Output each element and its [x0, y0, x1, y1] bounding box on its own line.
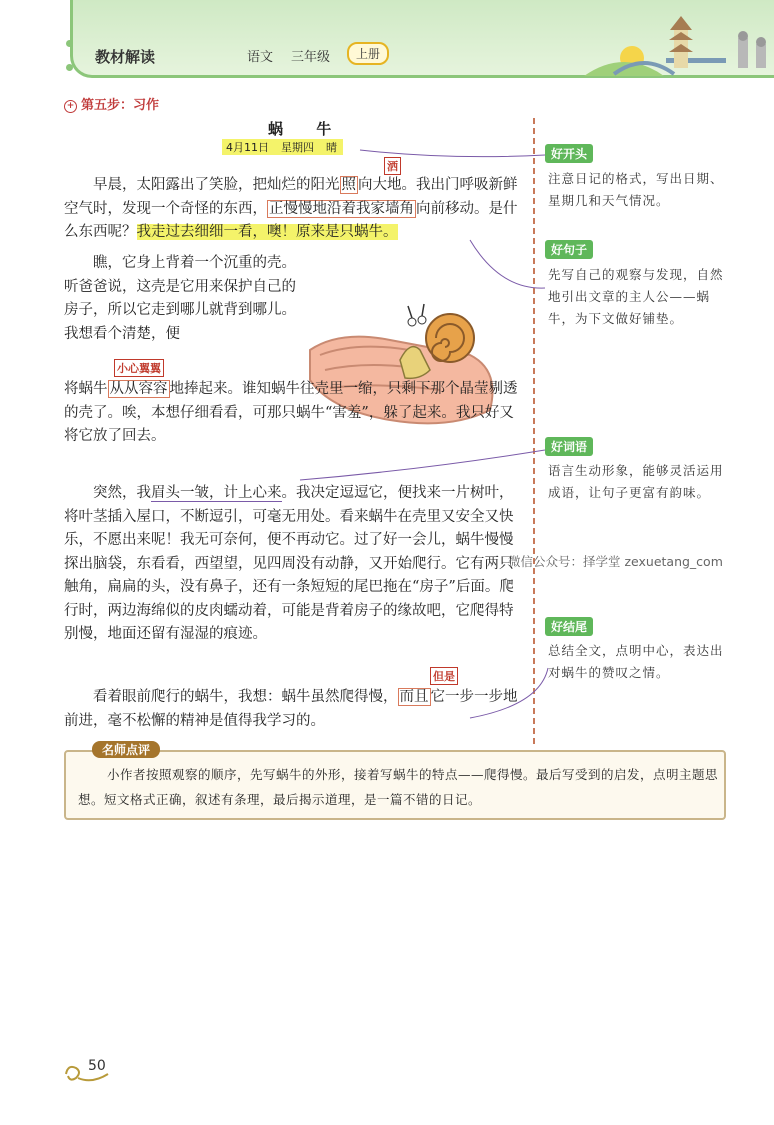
pagoda-bridge-illustration: [524, 8, 774, 76]
side-note-good-words: 语言生动形象，能够灵活运用成语，让句子更富有韵味。: [548, 463, 724, 500]
teacher-comment-tag: 名师点评: [92, 741, 160, 758]
column-divider: [533, 118, 535, 744]
marked-word-erqie: 而且: [399, 689, 429, 705]
side-label-good-ending: 好结尾: [545, 617, 593, 636]
side-note-good-sentence: 先写自己的观察与发现，自然地引出文章的主人公——蜗牛，为下文做好铺垫。: [548, 267, 724, 326]
plus-circle-icon: +: [64, 100, 77, 113]
page-header: [70, 0, 774, 78]
side-note-good-opening: 注意日记的格式，写出日期、星期几和天气情况。: [548, 171, 724, 208]
side-label-good-opening: 好开头: [545, 144, 593, 163]
side-label-good-sentence: 好句子: [545, 240, 593, 259]
watermark: 微信公众号：择学堂 zexuetang_com: [508, 554, 723, 569]
highlight-sentence: 我走过去细细一看，噢！原来是只蜗牛。: [136, 224, 398, 240]
essay-title: 蜗 牛: [268, 120, 346, 138]
correction-careful: 小心翼翼: [114, 359, 164, 377]
marked-word-zhao: 照: [341, 177, 356, 193]
correction-sa: 洒: [384, 157, 401, 175]
paragraph-4: 突然，我眉头一皱，计上心来。我决定逗逗它，便找来一片树叶，将叶茎插入屋口，不断逗引，可毫无用处。看来蜗牛在壳里又安全又快乐，不愿出来呢！我无可奈何，便不再动它。过了好一会儿，蜗牛慢慢探出脑袋，东看看，西望望，见四周没有动静，又开始爬行。它有两只触角，扁扁的头，没有鼻子，还有一条短短的尾巴拖在“房子”后面。爬行时，两边海绵似的皮肉蠕动着，可能是背着房子的缘故吧，它爬得特别慢，地面还留有湿湿的痕迹。: [64, 485, 514, 642]
paragraph-1: 早晨，太阳露出了笑脸，把灿烂的阳光 照 向大地。我出门呼吸新鲜空气时，发现一个奇怪的东西， 正慢慢地沿着我家墙角 向前移动。是什么东西呢？我走过去细细一看，噢！原来是只蜗牛。: [64, 177, 518, 240]
essay-date-line: [222, 139, 343, 155]
paragraph-2: 瞧，它身上背着一个沉重的壳。听爸爸说，这壳是它用来保护自己的房子，所以它走到哪儿就背到哪儿。我想看个清楚，便: [64, 255, 296, 342]
side-label-good-words: 好词语: [545, 437, 593, 456]
volume-badge: 上册: [347, 42, 389, 65]
header-dot: [66, 40, 73, 47]
marked-word-congrong: 从从容容: [109, 381, 168, 397]
essay-date: 4月11日: [226, 141, 269, 154]
correction-but: 但是: [430, 667, 458, 685]
subject-label: 语文: [247, 50, 274, 65]
step-heading: + 第五步：习作: [64, 94, 159, 113]
page-number: 50: [88, 1058, 106, 1074]
essay-weekday: 星期四: [281, 141, 314, 154]
book-title: 教材解读: [95, 48, 156, 66]
teacher-comment-text: 小作者按照观察的顺序，先写蜗牛的外形，接着写蜗牛的特点——爬得慢。最后写受到的启发，点明主题思想。短文格式正确，叙述有条理，最后揭示道理，是一篇不错的日记。: [78, 767, 719, 807]
side-note-good-ending: 总结全文，点明中心，表达出对蜗牛的赞叹之情。: [548, 643, 724, 680]
paragraph-5: 看着眼前爬行的蜗牛，我想：蜗牛虽然爬得慢， 而且 它一步一步地前进，毫不松懈的精神是值得我学习的。: [64, 689, 518, 729]
grade-label: 三年级: [291, 50, 331, 65]
underlined-idiom: 眉头一皱，计上心来: [151, 485, 282, 501]
header-dot: [66, 64, 73, 71]
paragraph-3: 将蜗牛 从从容容 地捧起来。谁知蜗牛往壳里一缩，只剩下那个晶莹剔透的壳了。唉，本想仔细看看，可那只蜗牛“害羞”，躲了起来。我只好又将它放了回去。: [64, 381, 518, 444]
essay-weather: 晴: [326, 141, 337, 154]
marked-phrase-wall: 正慢慢地沿着我家墙角: [269, 200, 414, 217]
